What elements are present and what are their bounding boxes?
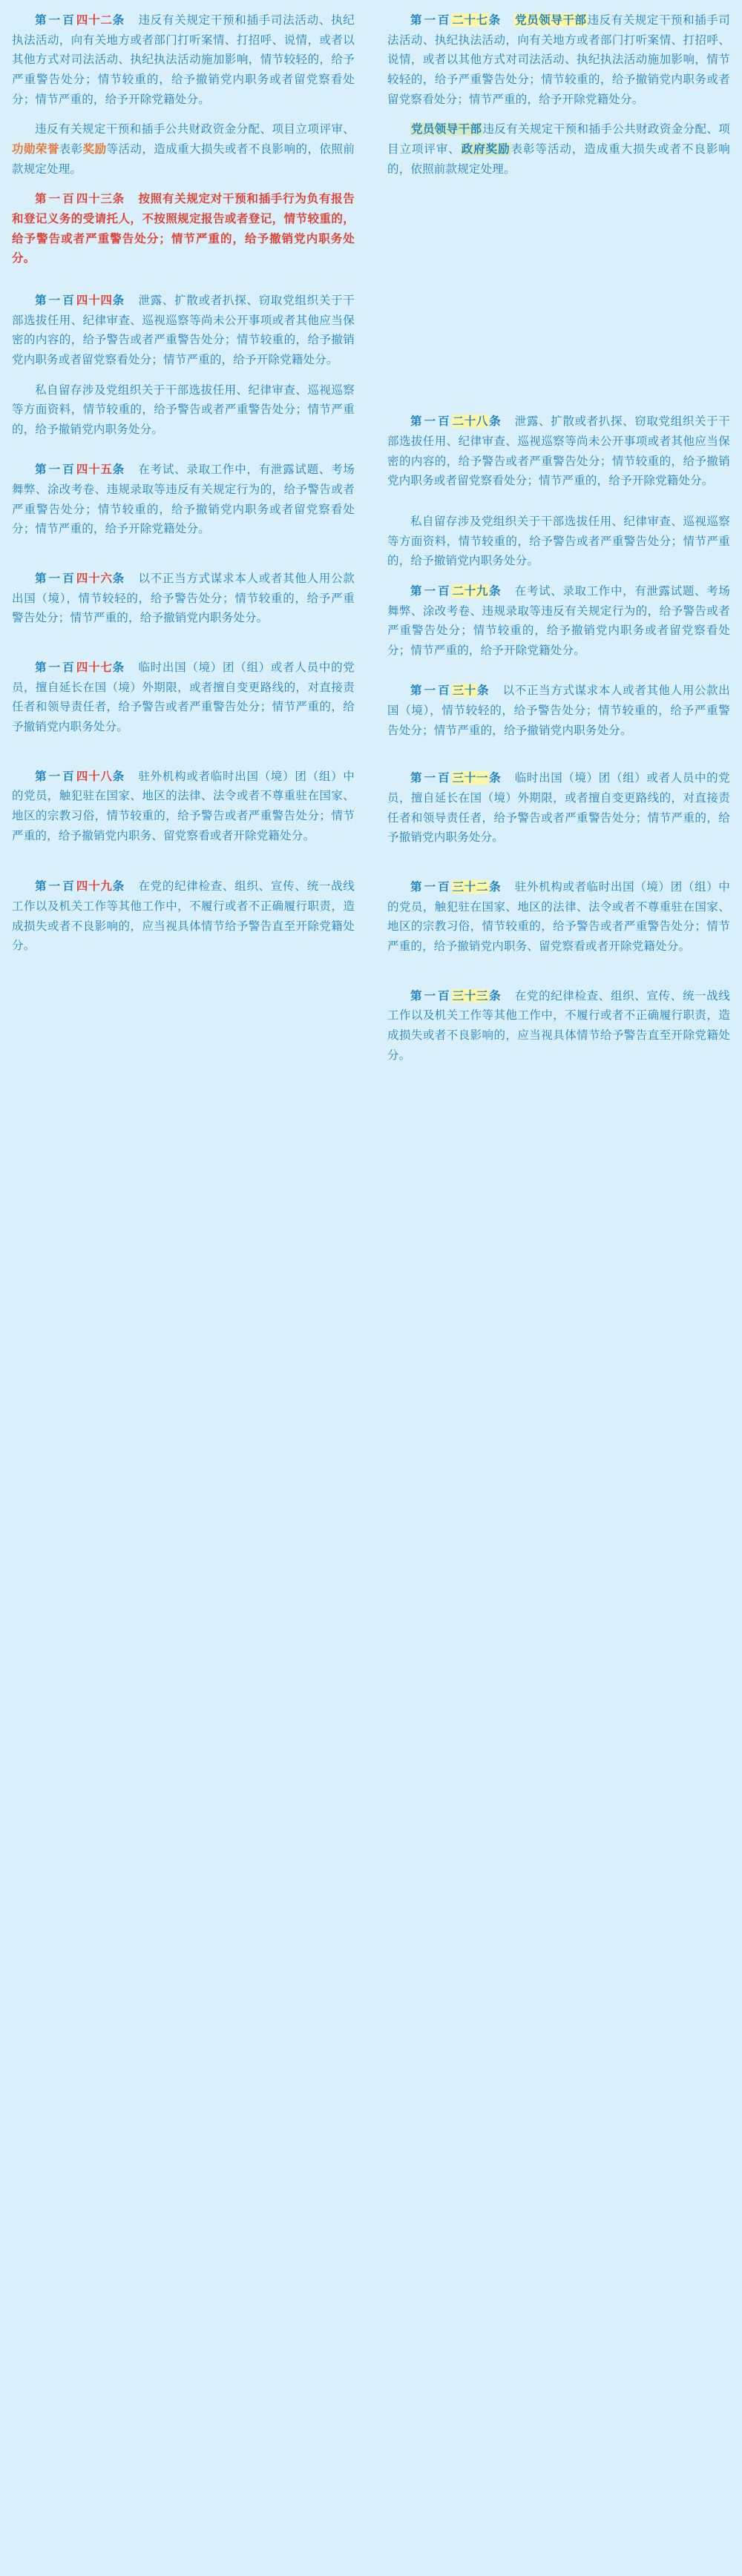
text-run: 奖励 (82, 142, 107, 156)
paragraph-r-art-132 (387, 877, 730, 957)
paragraph-art-142 (12, 10, 355, 109)
text-run: 条 (489, 771, 503, 785)
text-run: 违反有关规定干预和插手司法活动、执纪执法活动，向有关地方或者部门打听案情、打招呼、说情，或者以其他方式对司法活动、执纪执法活动施加影响，情节较轻的，给予严重警告处分；情节较重的，给予撤销党内职务或者留党察看处分；情节严重的，给予开除党籍处分。 (387, 13, 730, 106)
text-run: 在考试、录取工作中，有泄露试题、考场舞弊、涂改考卷、违规录取等违反有关规定行为的，给予警告或者严重警告处分；情节较重的，给予撤销党内职务或者留党察看处分；情节严重的，给予开除党籍处分。 (12, 463, 355, 536)
vertical-spacer (12, 279, 355, 291)
text-run: 第一百 (410, 13, 452, 27)
text-run: 在党的纪律检查、组织、宣传、统一战线工作以及机关工作等其他工作中，不履行或者不正确履行职责，造成损失或者不良影响的，应当视具体情节给予警告直至开除党籍处分。 (12, 879, 355, 953)
vertical-spacer (387, 750, 730, 768)
paragraph-r-art-130 (387, 681, 730, 740)
paragraph-art-144 (12, 291, 355, 370)
text-run: 第一百 (410, 771, 452, 785)
text-run: 等活动，造成重大损失或者不良影响的，依照前款规定处理。 (12, 142, 355, 176)
text-run: 四十四 (76, 293, 113, 307)
text-run: 临时出国（境）团（组）或者人员中的党员，擅自延长在国（境）外期限，或者擅自变更路线的，对直接责任者和领导责任者，给予警告或者严重警告处分；情节严重的，给予撤销党内职务处分。 (387, 771, 730, 845)
left-column (0, 10, 371, 981)
text-run: 功勋荣誉 (12, 142, 59, 156)
paragraph-art-143 (12, 189, 355, 268)
paragraph-art-149 (12, 876, 355, 956)
text-run: 二十八 (452, 415, 489, 429)
paragraph-r-art-128-p2 (387, 512, 730, 571)
text-run: 二十九 (452, 584, 489, 598)
paragraph-r-art-128 (387, 412, 730, 491)
text-run: 党员领导干部 (411, 122, 482, 136)
text-run: 第一百 (35, 769, 76, 783)
text-run: 条 (489, 988, 503, 1003)
text-run: 四十二 (76, 13, 113, 27)
right-column (371, 10, 742, 1090)
text-run: 违反有关规定干预和插手公共财政资金分配、项目立项评审、 (387, 122, 731, 156)
paragraph-r-art-131 (387, 768, 730, 848)
text-run: 第一百 (35, 293, 76, 307)
text-run: 按照有关规定对干预和插手行为负有报告和登记义务的受请托人，不按照规定报告或者登记，情节较重的，给予警告或者严重警告处分；情节严重的，给予撤销党内职务处分。 (12, 192, 355, 265)
paragraph-r-art-133 (387, 986, 730, 1066)
text-run: 条 (489, 415, 503, 429)
text-run: 第一百 (410, 880, 452, 894)
paragraph-art-146 (12, 569, 355, 628)
text-run: 第一百 (410, 584, 452, 598)
vertical-spacer (387, 670, 730, 681)
paragraph-art-142-p2 (12, 119, 355, 179)
text-run: 条 (489, 584, 503, 598)
text-run: 第一百 (410, 684, 452, 698)
text-run: 条 (112, 572, 127, 586)
paragraph-art-148 (12, 767, 355, 846)
text-run: 条 (112, 463, 127, 477)
text-run: 违反有关规定干预和插手公共财政资金分配、项目立项评审、 (35, 122, 355, 136)
text-run: 第一百 (35, 661, 76, 675)
text-run: 驻外机构或者临时出国（境）团（组）中的党员，触犯驻在国家、地区的法律、法令或者不尊重驻在国家、地区的宗教习俗，情节较重的，给予警告或者严重警告处分；情节严重的，给予撤销党内职务、留党察看或者开除党籍处分。 (387, 880, 730, 954)
text-run: 第一百 (35, 572, 76, 586)
vertical-spacer (12, 747, 355, 767)
text-run: 驻外机构或者临时出国（境）团（组）中的党员，触犯驻在国家、地区的法律、法令或者不尊重驻在国家、地区的宗教习俗，情节较重的，给予警告或者严重警告处分；情节严重的，给予撤销党内职务、留党察看或者开除党籍处分。 (12, 769, 355, 842)
paragraph-art-144-p2 (12, 380, 355, 440)
text-run: 以不正当方式谋求本人或者其他人用公款出国（境），情节较轻的，给予警告处分；情节较重的，给予严重警告处分；情节严重的，给予撤销党内职务处分。 (12, 572, 355, 625)
paragraph-r-art-127 (387, 10, 730, 109)
text-run: 二十七 (452, 13, 488, 27)
text-run: 条 (489, 880, 503, 894)
text-run: 第一百 (410, 988, 452, 1003)
text-run: 三十二 (452, 880, 489, 894)
text-run: 表彰 (59, 142, 83, 156)
text-run: 三十 (452, 684, 476, 698)
text-run: 四十九 (76, 879, 113, 894)
vertical-spacer (12, 449, 355, 460)
text-run (502, 13, 514, 27)
text-run: 条 (112, 13, 127, 27)
text-run: 三十一 (452, 771, 489, 785)
text-run: 三十三 (452, 988, 489, 1003)
text-run: 在党的纪律检查、组织、宣传、统一战线工作以及机关工作等其他工作中，不履行或者不正确履行职责，造成损失或者不良影响的，应当视具体情节给予警告直至开除党籍处分。 (387, 988, 730, 1062)
text-run: 条 (488, 13, 503, 27)
text-run: 政府奖励 (461, 142, 510, 156)
vertical-spacer (12, 549, 355, 569)
text-run: 四十五 (76, 463, 113, 477)
vertical-spacer (387, 189, 730, 412)
paragraph-art-145 (12, 460, 355, 539)
text-run: 违反有关规定干预和插手司法活动、执纪执法活动，向有关地方或者部门打听案情、打招呼、说情，或者以其他方式对司法活动、执纪执法活动施加影响，情节较轻的，给予严重警告处分；情节较重的，给予撤销党内职务或者留党察看处分；情节严重的，给予开除党籍处分。 (12, 13, 355, 106)
paragraph-art-147 (12, 658, 355, 737)
text-run: 条 (112, 769, 127, 783)
paragraph-r-art-127-p2 (387, 119, 730, 179)
text-run: 党员领导干部 (515, 13, 587, 27)
text-run: 条 (112, 293, 127, 307)
text-run: 四十八 (76, 769, 113, 783)
vertical-spacer (387, 501, 730, 512)
text-run: 四十六 (76, 572, 113, 586)
text-run: 临时出国（境）团（组）或者人员中的党员，擅自延长在国（境）外期限，或者擅自变更路线的，对直接责任者和领导责任者，给予警告或者严重警告处分；情节严重的，给予撤销党内职务处分。 (12, 661, 355, 734)
text-run: 第一百 (35, 192, 76, 206)
text-run: 私自留存涉及党组织关于干部选拔任用、纪律审查、巡视巡察等方面资料，情节较重的，给予警告或者严重警告处分；情节严重的，给予撤销党内职务处分。 (12, 383, 355, 436)
text-run: 第一百 (35, 13, 76, 27)
vertical-spacer (12, 638, 355, 658)
vertical-spacer (12, 856, 355, 876)
text-run: 泄露、扩散或者扒探、窃取党组织关于干部选拔任用、纪律审查、巡视巡察等尚未公开事项或者其他应当保密的内容的，给予警告或者严重警告处分；情节较重的，给予撤销党内职务或者留党察看处分；情节严重的，给予开除党籍处分。 (387, 415, 730, 488)
paragraph-r-art-129 (387, 581, 730, 661)
text-run: 私自留存涉及党组织关于干部选拔任用、纪律审查、巡视巡察等方面资料，情节较重的，给予警告或者严重警告处分；情节严重的，给予撤销党内职务处分。 (387, 514, 730, 568)
text-run: 条 (112, 192, 127, 206)
text-run: 条 (112, 661, 127, 675)
text-run: 第一百 (410, 415, 452, 429)
text-run: 条 (476, 684, 491, 698)
vertical-spacer (387, 967, 730, 986)
text-run: 在考试、录取工作中，有泄露试题、考场舞弊、涂改考卷、违规录取等违反有关规定行为的，给予警告或者严重警告处分；情节较重的，给予撤销党内职务或者留党察看处分；情节严重的，给予开除党籍处分。 (387, 584, 730, 657)
vertical-spacer (387, 858, 730, 877)
text-run: 四十三 (76, 192, 113, 206)
text-run: 条 (112, 879, 127, 894)
text-run: 以不正当方式谋求本人或者其他人用公款出国（境），情节较轻的，给予警告处分；情节较重的，给予严重警告处分；情节严重的，给予撤销党内职务处分。 (387, 684, 730, 737)
text-run: 泄露、扩散或者扒探、窃取党组织关于干部选拔任用、纪律审查、巡视巡察等尚未公开事项或者其他应当保密的内容的，给予警告或者严重警告处分；情节较重的，给予撤销党内职务或者留党察看处分；情节严重的，给予开除党籍处分。 (12, 293, 355, 366)
text-run: 表彰等活动，造成重大损失或者不良影响的，依照前款规定处理。 (387, 142, 730, 176)
text-run: 第一百 (35, 463, 76, 477)
text-run: 第一百 (35, 879, 76, 894)
text-run: 四十七 (76, 661, 113, 675)
